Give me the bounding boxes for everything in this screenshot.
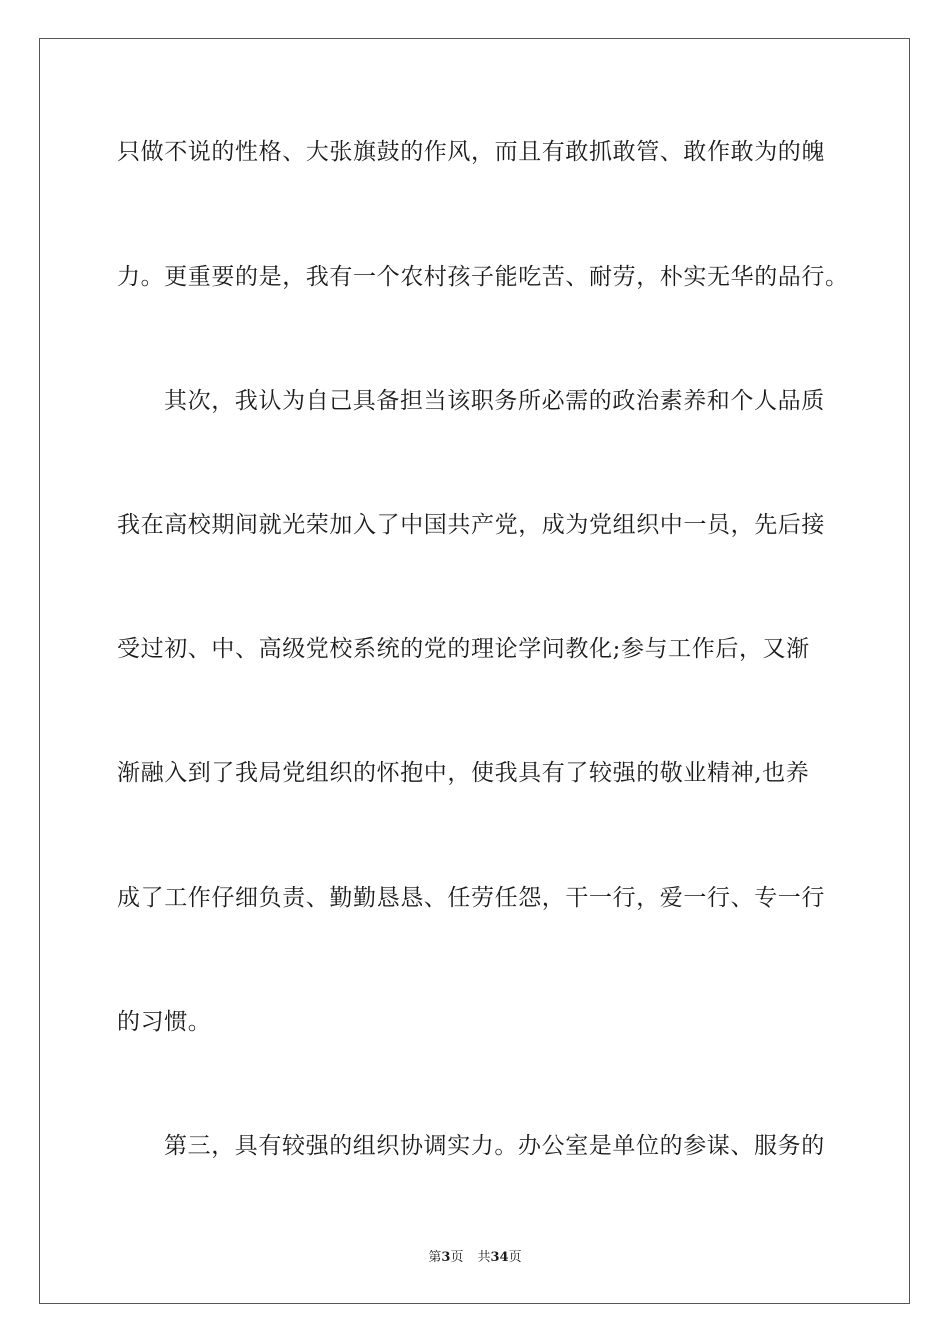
page-footer: [0, 1249, 950, 1267]
text-line-9: 第三，具有较强的组织协调实力。办公室是单位的参谋、服务的: [164, 1133, 825, 1159]
text-line-8: 的习惯。: [117, 1009, 212, 1035]
text-line-1: 只做不说的性格、大张旗鼓的作风，而且有敢抓敢管、敢作敢为的魄: [117, 139, 825, 165]
page-number: 3: [441, 1250, 451, 1265]
text-line-4: 我在高校期间就光荣加入了中国共产党，成为党组织中一员，先后接: [117, 512, 825, 538]
page-prefix: 第: [428, 1250, 442, 1265]
total-pages: 34: [490, 1250, 509, 1265]
total-prefix: 共: [477, 1250, 491, 1265]
page-border: [39, 38, 910, 1304]
total-suffix: 页: [508, 1250, 522, 1265]
text-line-5: 受过初、中、高级党校系统的党的理论学问教化;参与工作后，又渐: [117, 636, 810, 662]
text-line-3: 其次，我认为自己具备担当该职务所必需的政治素养和个人品质: [164, 388, 825, 414]
text-line-6: 渐融入到了我局党组织的怀抱中，使我具有了较强的敬业精神,也养: [117, 760, 810, 786]
text-line-2: 力。更重要的是，我有一个农村孩子能吃苦、耐劳，朴实无华的品行。: [117, 264, 849, 290]
page-suffix: 页: [450, 1250, 464, 1265]
text-line-7: 成了工作仔细负责、勤勤恳恳、任劳任怨，干一行，爱一行、专一行: [117, 885, 825, 911]
